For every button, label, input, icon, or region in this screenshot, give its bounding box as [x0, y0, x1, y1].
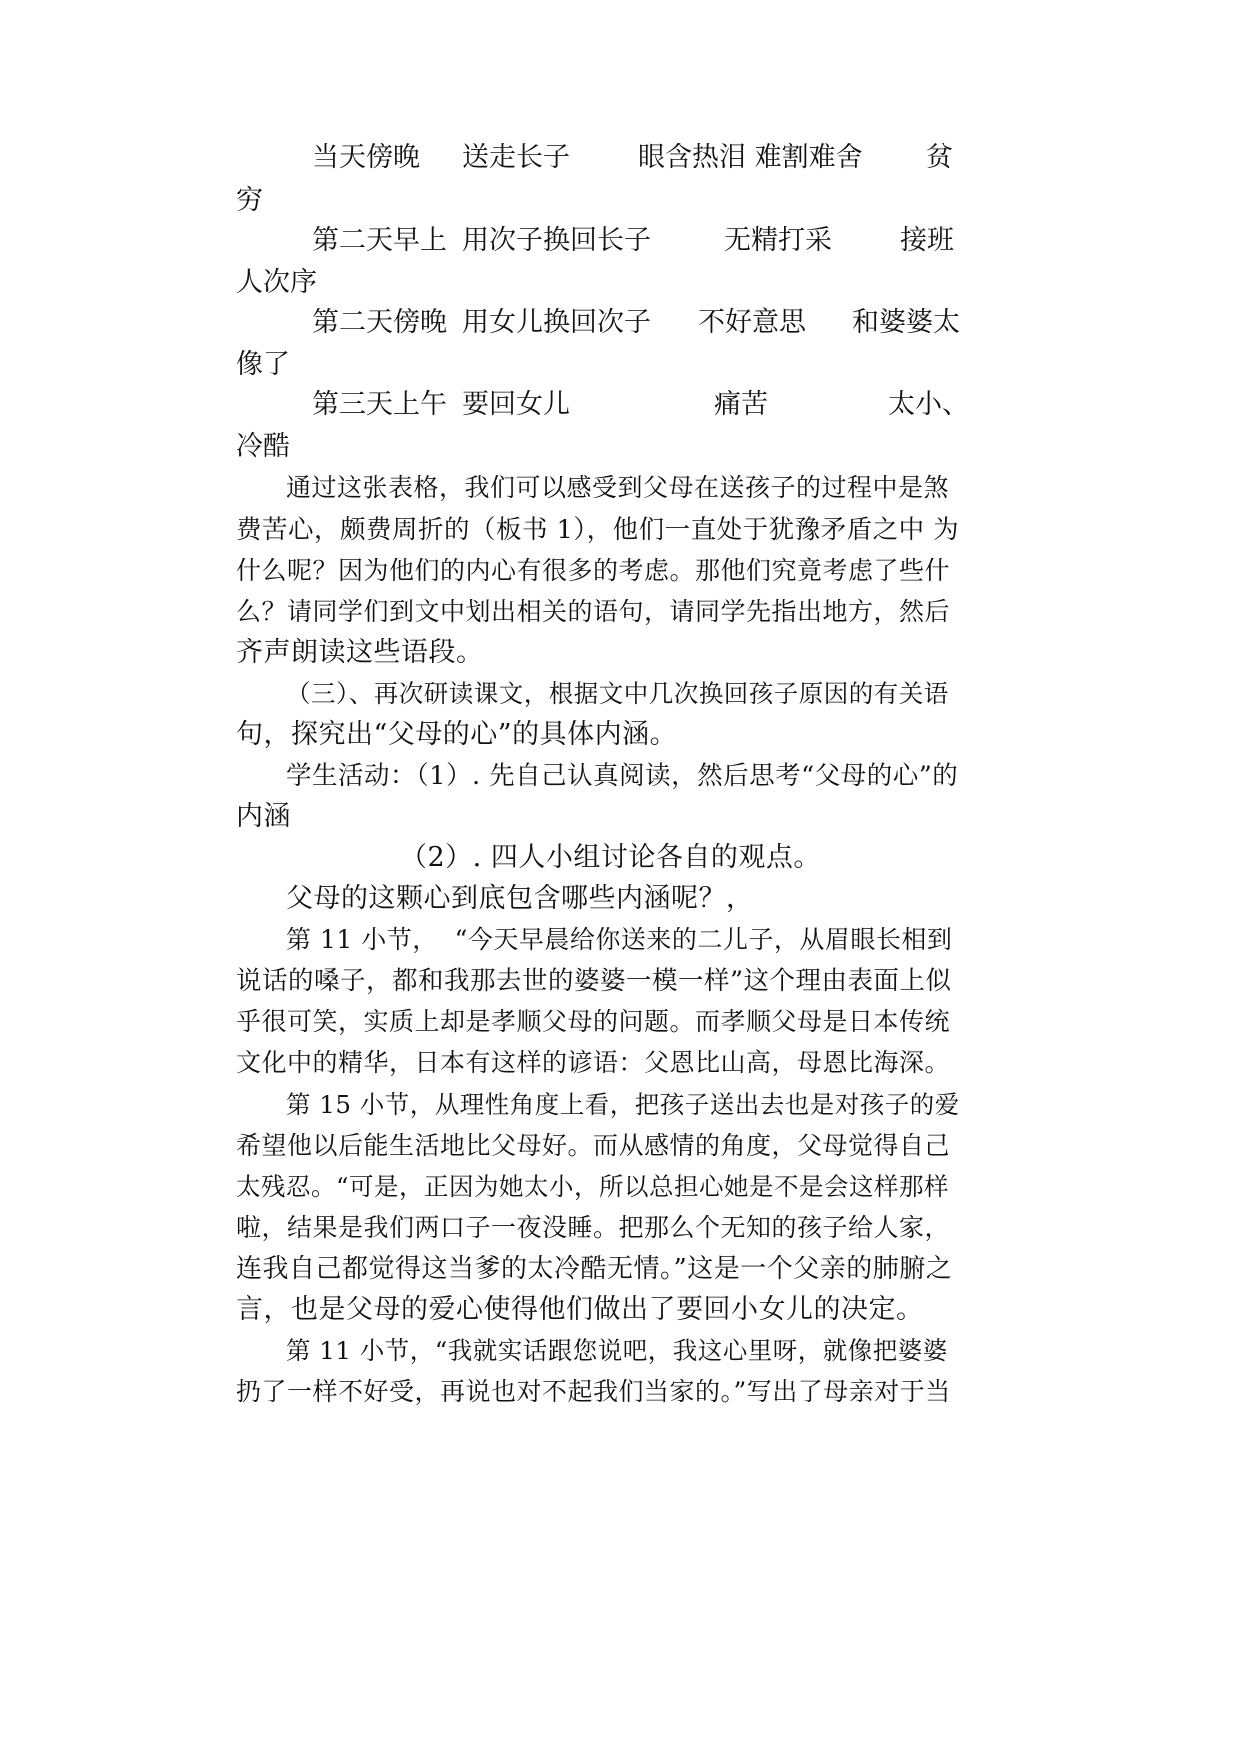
table-cell-reason-wrap: 穷 [236, 185, 263, 216]
text-line: 通过这张表格，我们可以感受到父母在送孩子的过程中是煞 [286, 473, 950, 502]
text-line: 连我自己都觉得这当爹的太冷酷无情。”这是一个父亲的肺腑之 [236, 1254, 953, 1284]
text-line: 齐声朗读这些语段。 [236, 637, 484, 668]
text-line: 学生活动：（1）. 先自己认真阅读，然后思考“父母的心”的 [286, 761, 959, 791]
text-line: 第 11 小节，“我就实话跟您说吧，我这心里呀，就像把婆婆 [286, 1336, 948, 1365]
table-cell-reason: 和婆婆太 [852, 307, 960, 338]
table-cell-action: 用女儿换回次子 [462, 307, 651, 338]
table-cell-action: 用次子换回长子 [462, 225, 651, 256]
text-line: 说话的嗓子，都和我那去世的婆婆一模一样”这个理由表面上似 [236, 966, 952, 996]
table-cell-reason: 贫 [926, 142, 953, 173]
table-cell-time: 第二天傍晚 [312, 307, 447, 338]
text-line: 言，也是父母的爱心使得他们做出了要回小女儿的决定。 [236, 1294, 924, 1325]
table-cell-time: 第三天上午 [312, 389, 447, 420]
text-line: 乎很可笑，实质上却是孝顺父母的问题。而孝顺父母是日本传统 [236, 1007, 951, 1036]
text-line: 文化中的精华，日本有这样的谚语：父恩比山高，母恩比海深。 [236, 1048, 951, 1077]
table-cell-action: 送走长子 [462, 142, 570, 173]
text-line: 第 11 小节， “今天早晨给你送来的二儿子，从眉眼长相到 [286, 925, 953, 954]
text-line: 希望他以后能生活地比父母好。而从感情的角度，父母觉得自己 [236, 1131, 951, 1160]
text-line: 第 15 小节，从理性角度上看，把孩子送出去也是对孩子的爱 [286, 1090, 960, 1119]
table-cell-reason-wrap: 冷酷 [236, 431, 290, 462]
table-cell-feeling: 眼含热泪 难割难舍 [638, 142, 863, 173]
text-line: 扔了一样不好受，再说也对不起我们当家的。”写出了母亲对于当 [236, 1377, 951, 1406]
table-cell-reason-wrap: 人次序 [236, 267, 317, 298]
text-line: 啦，结果是我们两口子一夜没睡。把那么个无知的孩子给人家， [236, 1213, 951, 1242]
text-line: （2）. 四人小组讨论各自的观点。 [400, 842, 821, 873]
table-cell-action: 要回女儿 [462, 389, 570, 420]
text-line: 句，探究出“父母的心”的具体内涵。 [236, 719, 678, 750]
table-cell-reason: 接班 [900, 225, 954, 256]
table-cell-time: 第二天早上 [312, 225, 447, 256]
table-cell-feeling: 无精打采 [724, 225, 832, 256]
text-line: （三）、再次研读课文，根据文中几次换回孩子原因的有关语 [286, 679, 949, 708]
text-line: 什么呢？因为他们的内心有很多的考虑。那他们究竟考虑了些什 [236, 556, 951, 585]
table-cell-reason-wrap: 像了 [236, 349, 290, 380]
text-line: 太残忍。“可是，正因为她太小，所以总担心她是不是会这样那样 [236, 1172, 950, 1201]
text-line: 内涵 [236, 801, 291, 832]
table-cell-feeling: 痛苦 [714, 389, 768, 420]
text-line: 父母的这颗心到底包含哪些内涵呢？， [286, 883, 754, 914]
text-line: 费苦心，颇费周折的（板书 1），他们一直处于犹豫矛盾之中 为 [236, 515, 960, 545]
text-line: 么？请同学们到文中划出相关的语句，请同学先指出地方，然后 [236, 597, 951, 626]
table-cell-time: 当天傍晚 [312, 142, 420, 173]
table-cell-feeling: 不好意思 [698, 307, 806, 338]
table-cell-reason: 太小、 [888, 389, 969, 420]
